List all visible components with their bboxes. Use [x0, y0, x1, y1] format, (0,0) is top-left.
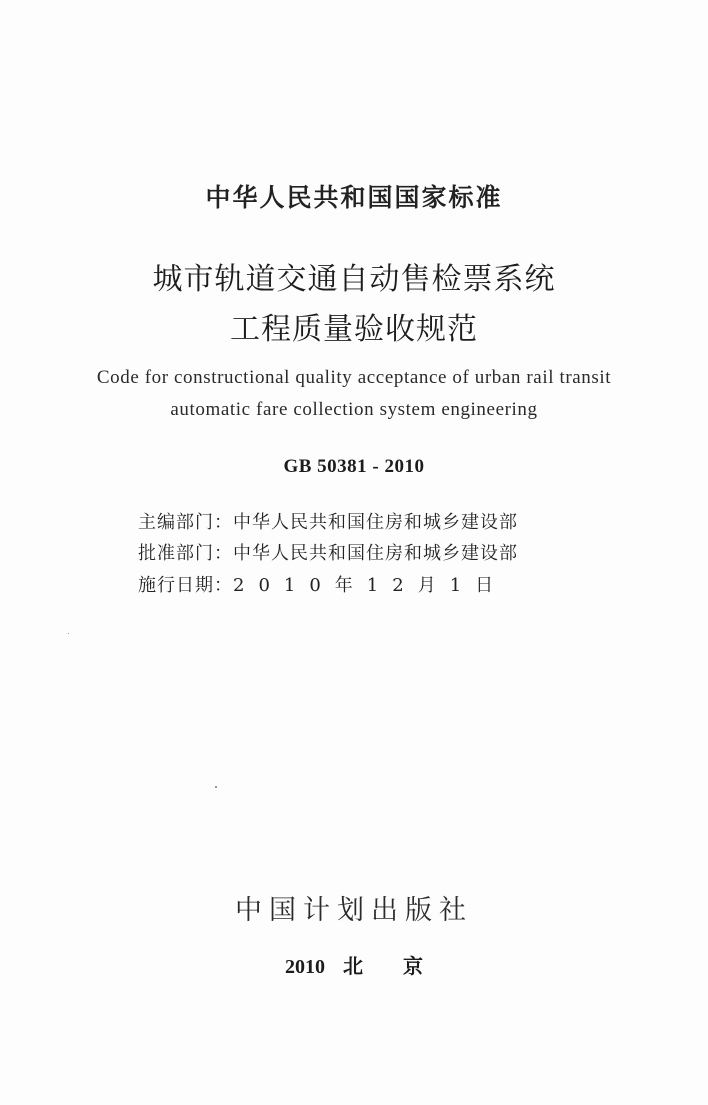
imprint-year: 2010	[285, 956, 325, 978]
effective-date-value: 2010年12月1日	[233, 575, 508, 596]
english-title-line-1: Code for constructional quality acceptance of urban rail transit	[96, 367, 612, 388]
english-title-line-2: automatic fare collection system engineering	[170, 399, 538, 420]
approver-label: 批准部门：	[138, 543, 233, 564]
chinese-title-line-2: 工程质量验收规范	[230, 312, 478, 347]
publisher-name: 中国计划出版社	[235, 895, 473, 926]
print-speck	[68, 633, 69, 634]
imprint-city: 北京	[343, 956, 463, 978]
effective-date-row	[138, 571, 507, 597]
imprint	[0, 950, 708, 979]
standard-series-title: 中华人民共和国国家标准	[205, 183, 503, 212]
effective-date-label: 施行日期：	[138, 575, 233, 596]
chief-editor-label: 主编部门：	[138, 512, 233, 533]
print-speck	[215, 786, 217, 788]
approver-row	[138, 539, 518, 565]
standard-code: GB 50381 - 2010	[283, 456, 425, 477]
approver-value: 中华人民共和国住房和城乡建设部	[233, 543, 518, 564]
chinese-title-line-1: 城市轨道交通自动售检票系统	[152, 262, 556, 297]
chief-editor-row	[138, 508, 518, 534]
chief-editor-value: 中华人民共和国住房和城乡建设部	[233, 512, 518, 533]
